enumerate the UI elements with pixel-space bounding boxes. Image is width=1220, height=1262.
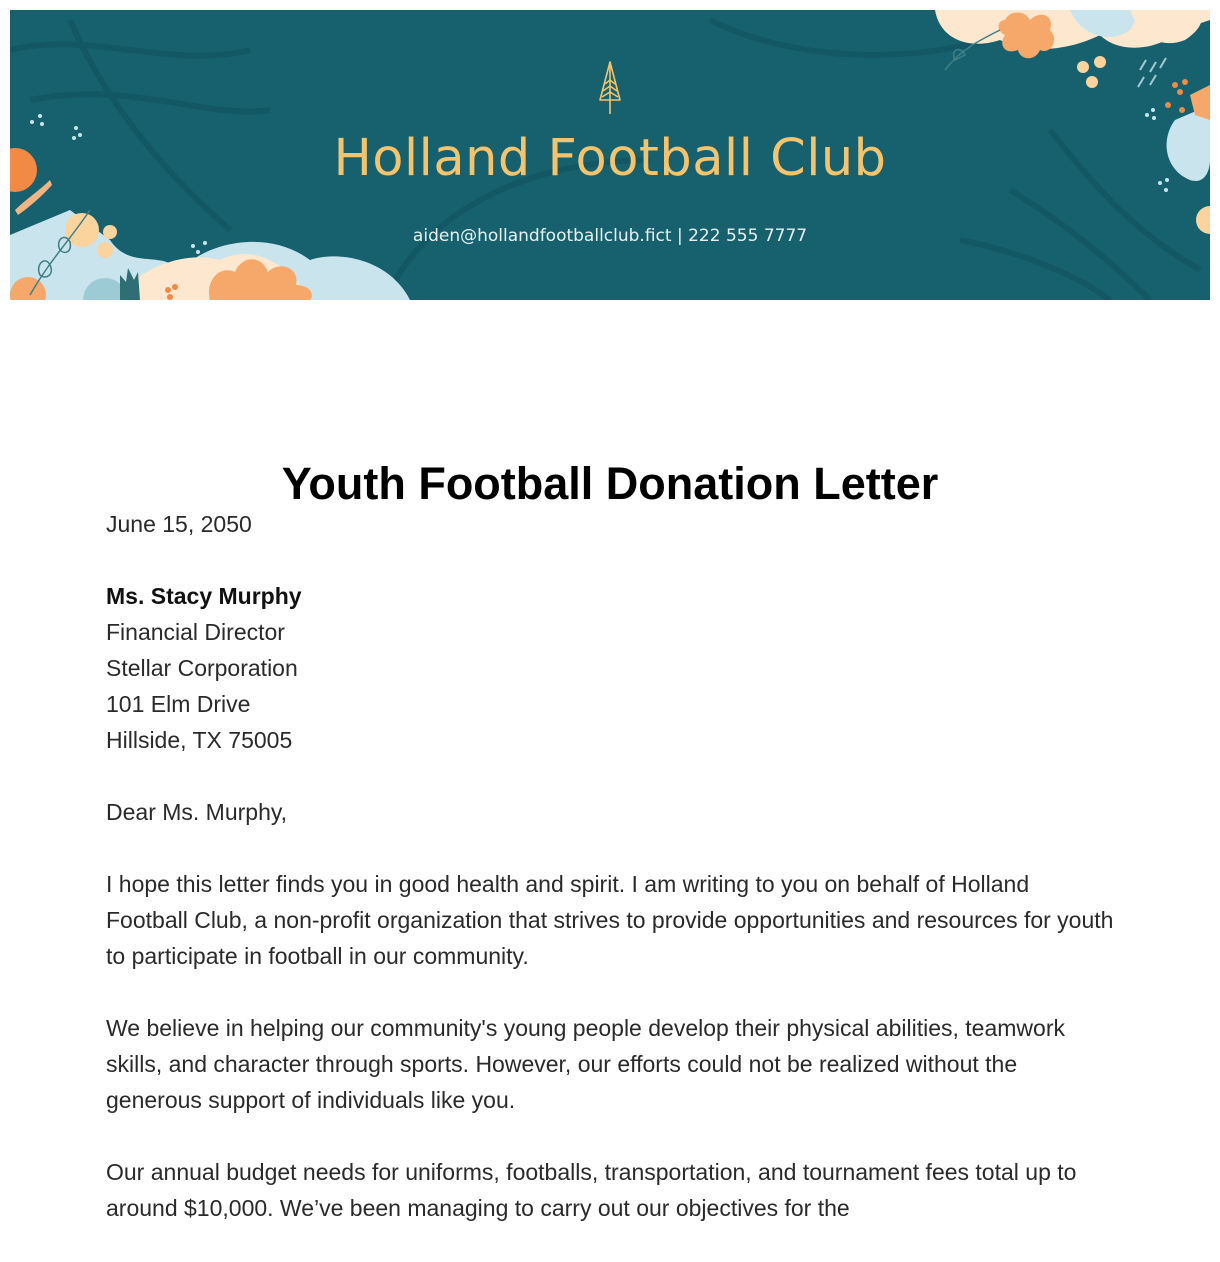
recipient-city: Hillside, TX 75005 xyxy=(106,727,293,753)
contact-separator: | xyxy=(671,226,689,246)
letter-date: June 15, 2050 xyxy=(106,511,252,537)
letterhead-banner xyxy=(10,10,1210,300)
recipient-street: 101 Elm Drive xyxy=(106,691,251,717)
body-paragraph: We believe in helping our community's young people develop their physical abilities, teamwork skills, and character through sports. However, our efforts could not be realized without the generous support of individuals like you. xyxy=(106,1015,1065,1113)
recipient-position: Financial Director xyxy=(106,619,285,645)
recipient-block xyxy=(106,578,1116,758)
letter-body xyxy=(106,506,1116,1262)
contact-email[interactable]: aiden@hollandfootballclub.fict xyxy=(412,226,672,246)
contact-info xyxy=(10,225,1210,247)
recipient-name: Ms. Stacy Murphy xyxy=(106,583,302,609)
pine-tree-icon xyxy=(597,60,623,116)
body-paragraph: Our annual budget needs for uniforms, footballs, transportation, and tournament fees total up to around $10,000. We’ve been managing to carry out our objectives for the xyxy=(106,1159,1077,1221)
club-name: Holland Football Club xyxy=(333,129,887,188)
body-paragraph: I hope this letter finds you in good health and spirit. I am writing to you on behalf of Holland Football Club, a non-profit organization that strives to provide opportunities and resources for youth to participate in football in our community. xyxy=(106,871,1114,969)
recipient-company: Stellar Corporation xyxy=(106,655,298,681)
salutation: Dear Ms. Murphy, xyxy=(106,799,288,825)
contact-phone: 222 555 7777 xyxy=(688,226,808,246)
document-title: Youth Football Donation Letter xyxy=(281,458,939,510)
